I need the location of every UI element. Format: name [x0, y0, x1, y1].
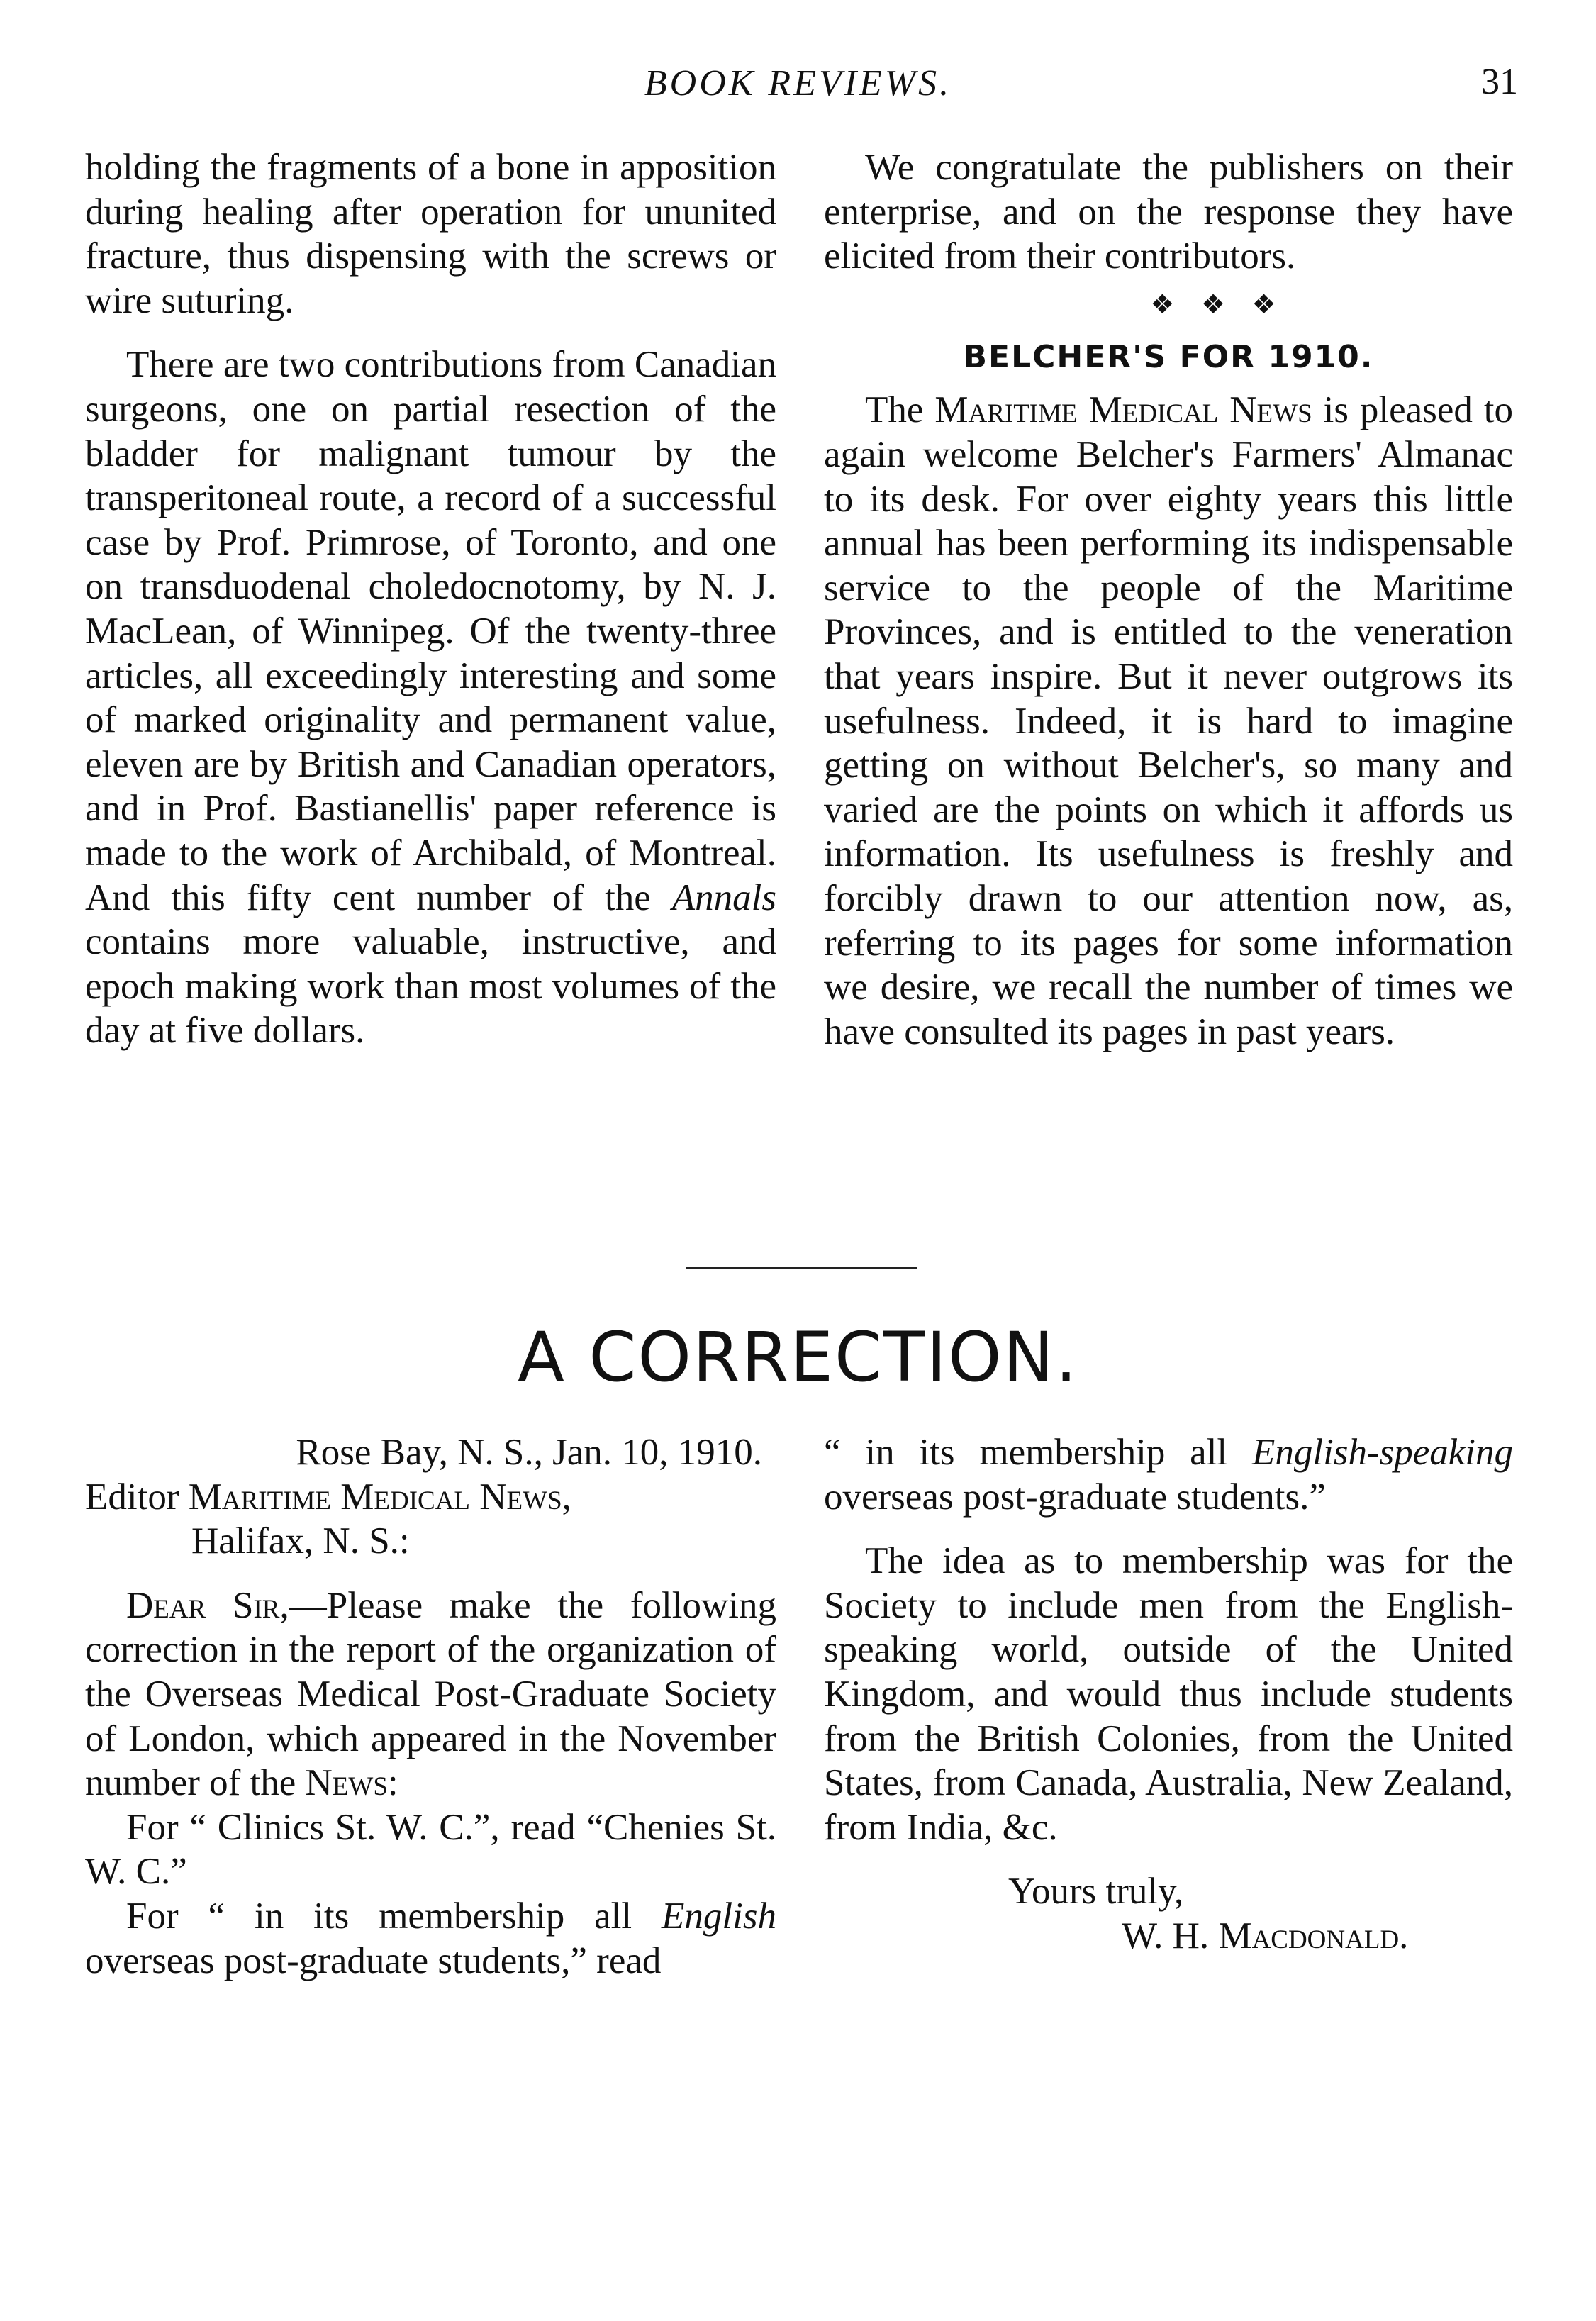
journal-title: Annals	[671, 876, 777, 918]
review-text: contains more valuable, instructive, and epoch making work than most volumes of the day at five dollars.	[85, 921, 776, 1052]
letter-paragraph	[85, 1583, 776, 1805]
section-divider	[686, 1267, 917, 1269]
page-number: 31	[1481, 62, 1518, 102]
review-text: There are two contributions from Canadian surgeons, one on partial resection of the bladder for malignant tumour by the transperitoneal route, a record of a successful case by Prof. Primrose, of Toronto, and one on transduodenal choledocnotomy, by N. J. MacLean, of Winnipeg. Of the twenty-three articles, all exceedingly interesting and some of marked originality and permanent value, eleven are by British and Canadian operators, and in Prof. Bastianellis' paper reference is made to the work of Archibald, of Montreal. And this fifty cent number of the	[85, 344, 776, 918]
correction-title: A CORRECTION.	[518, 1318, 1078, 1397]
correction-right-column	[824, 1430, 1513, 1959]
review-paragraph: holding the fragments of a bone in apposition during healing after operation for ununited fracture, thus dispensing with the screws or wire suturing.	[85, 147, 776, 321]
letter-text: For “ in its membership all	[126, 1895, 632, 1937]
letter-signature	[824, 1914, 1513, 1959]
letter-text: overseas post-graduate students,” read	[85, 1939, 662, 1981]
book-review-left-column	[85, 145, 776, 1053]
review-paragraph	[824, 388, 1513, 1054]
salutation: Dear Sir,	[126, 1584, 289, 1626]
running-head-title: BOOK REVIEWS.	[644, 63, 952, 104]
letter-text: “ in its membership all	[824, 1432, 1228, 1473]
publication-name: Maritime Medical News	[934, 389, 1312, 431]
review-text: is pleased to again welcome Belcher's Farmers' Almanac to its desk. For over eighty years this little annual has been performing its indispensable service to the people of the Maritime Provinces, and is entitled to the veneration that years inspire. But it never outgrows its usefulness. Indeed, it is hard to imagine getting on without Belcher's, so many and varied are the points on which it affords us information. Its usefulness is freshly and forcibly drawn to our attention now, as, referring to its pages for some information we desire, we recall the number of times we have consulted its pages in past years.	[824, 389, 1514, 1052]
editor-label: Editor	[85, 1476, 179, 1518]
review-paragraph	[85, 343, 776, 1053]
letter-dateline: Rose Bay, N. S., Jan. 10, 1910.	[296, 1432, 762, 1473]
correction-left-column	[85, 1430, 776, 1983]
letter-paragraph: For “ Clinics St. W. C.”, read “Chenies St. W. C.”	[85, 1806, 776, 1893]
review-paragraph: We congratulate the publishers on their enterprise, and on the response they have elicited from their contributors.	[824, 147, 1513, 277]
letter-text: overseas post-graduate students.”	[824, 1476, 1326, 1518]
publication-name: News:	[305, 1762, 398, 1804]
ornament-stars: ❖ ❖ ❖	[1150, 289, 1286, 320]
emphasis-text: English-speaking	[1252, 1432, 1514, 1473]
emphasis-text: English	[662, 1895, 776, 1937]
signature-surname: Macdonald.	[1218, 1915, 1409, 1957]
publication-name: Maritime Medical News,	[188, 1476, 571, 1518]
letter-paragraph	[824, 1430, 1513, 1519]
letter-closing: Yours truly,	[1008, 1871, 1184, 1913]
letter-paragraph: The idea as to membership was for the Society to include men from the English-speaking world, outside of the United Kingdom, and would thus include students from the British Colonies, from the United States, from Canada, Australia, New Zealand, from India, &c.	[824, 1540, 1513, 1848]
letter-text: —Please make the following correction in the report of the organization of the Overseas Medical Post-Graduate Society of London, which appeared in the November number of the	[85, 1584, 776, 1804]
signature-initials: W. H.	[1122, 1915, 1210, 1957]
review-text: The	[865, 389, 924, 431]
letter-address: Halifax, N. S.:	[191, 1520, 410, 1562]
section-heading: BELCHER'S FOR 1910.	[963, 339, 1374, 376]
book-review-right-column	[824, 145, 1513, 1054]
letter-addressee	[85, 1475, 776, 1520]
letter-paragraph	[85, 1894, 776, 1983]
